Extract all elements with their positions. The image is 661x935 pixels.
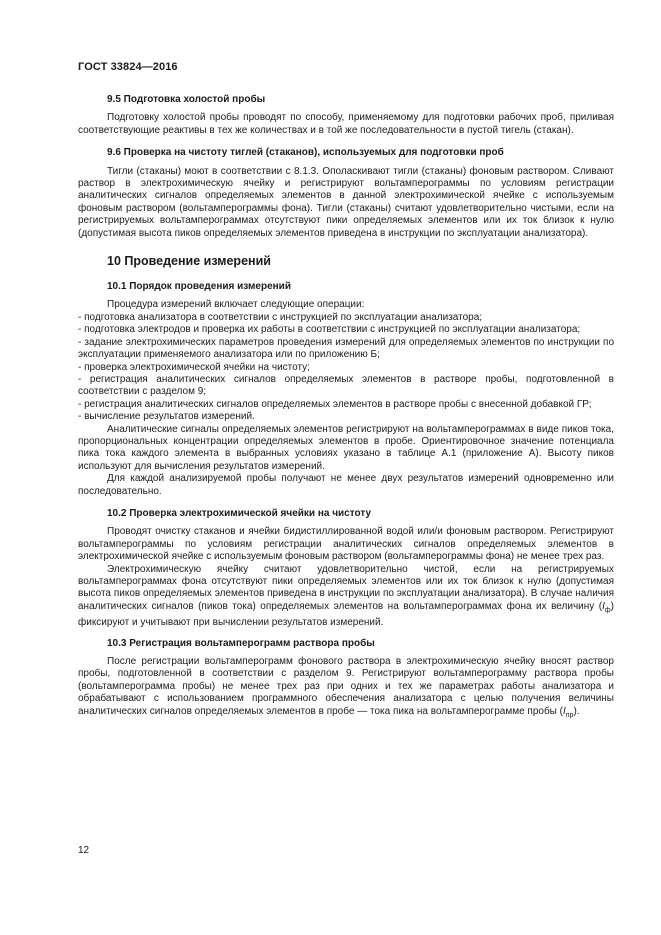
list-item: - задание электрохимических параметров проведения измерений для определяемых элементов по инструкции по эксплуатации применяемого анализатора или по приложению Б;	[78, 336, 614, 361]
section-9-5-paragraph: Подготовку холостой пробы проводят по способу, применяемому для подготовки рабочих проб, приливая соответствующие реактивы в тех же количествах и в той же последовательности в пустой тигель (стакан).	[78, 112, 614, 136]
page-number: 12	[78, 845, 90, 856]
section-9-6-title: 9.6 Проверка на чистоту тиглей (стаканов), используемых для подготовки проб	[107, 147, 504, 159]
section-10-2-paragraph-1: Проводят очистку стаканов и ячейки бидистиллированной водой или/и фоновым раствором. Регистрируют вольтамперограммы по условиям регистрации аналитических сигналов определяемых элементов в электрохимической ячейке с используемым фоновым раствором (вольтамперограммы фона) не менее трех раз.	[78, 526, 614, 563]
standard-header: ГОСТ 33824—2016	[78, 61, 178, 73]
list-item: - подготовка анализатора в соответствии с инструкцией по эксплуатации анализатора;	[78, 311, 483, 323]
section-10-3-title: 10.3 Регистрация вольтамперограмм раствора пробы	[107, 637, 375, 649]
current-symbol: I	[562, 705, 566, 717]
list-item: - проверка электрохимической ячейки на чистоту;	[78, 361, 310, 373]
list-item: - вычисление результатов измерений.	[78, 411, 255, 423]
section-10-1-title: 10.1 Порядок проведения измерений	[107, 281, 291, 293]
section-10-2-title: 10.2 Проверка электрохимической ячейки на чистоту	[107, 507, 372, 519]
section-9-6-paragraph: Тигли (стаканы) моют в соответствии с 8.1.3. Ополаскивают тигли (стаканы) фоновым раствором. Сливают раствор в электрохимическую ячейку и регистрируют вольтамперограммы по условиям регистрации аналитических сигналов определяемых элементов в данной электрохимической ячейке с используемым фоновым раствором (вольтамперограммы фона). Тигли (стаканы) считают удовлетворительно чистыми, если на регистрируемых вольтамперограммах отсутствуют пики определяемых элементов или их ток близок к нулю (допустимая высота пиков определяемых элементов приведена в инструкции по эксплуатации анализатора).	[78, 165, 614, 239]
paragraph-text-end: ) фиксируют и учитывают при вычислении результатов измерений.	[78, 600, 614, 629]
section-9-5-title: 9.5 Подготовка холостой пробы	[107, 94, 266, 105]
current-subscript: пр	[565, 711, 574, 719]
current-subscript: ф	[604, 606, 611, 614]
current-symbol: I	[602, 600, 605, 612]
section-10-title: 10 Проведение измерений	[107, 254, 271, 269]
paragraph-text: После регистрации вольтамперограмм фонового раствора в электрохимическую ячейку вносят раствор пробы, подготовленной в соответствии с разделом 9. Регистрируют вольтамперограмму раствора пробы (вольтамперограмма пробы) не менее трех раз при одних и тех же параметрах работы анализатора и обрабатывают с использованием программного обеспечения анализатора с целью получения величины аналитических сигналов определяемых элементов в пробе — тока пика на вольтамперограмме пробы (	[78, 656, 614, 717]
section-10-1-paragraph-2: Аналитические сигналы определяемых элементов регистрируют на вольтамперограммах в виде пиков тока, пропорциональных концентрации определяемых элементов в пробе. Ориентировочное значение потенциала пика тока каждого элемента в выбранных условиях указано в таблице А.1 (приложение А). Высоту пиков используют для вычисления результатов измерений.	[78, 423, 614, 472]
list-item: - подготовка электродов и проверка их работы в соответствии с инструкцией по эксплуатации анализатора;	[78, 324, 581, 336]
page-content	[78, 94, 614, 722]
list-item: - регистрация аналитических сигналов определяемых элементов в растворе пробы, подготовленной в соответствии с разделом 9;	[78, 373, 614, 398]
paragraph-text-end: ).	[573, 705, 580, 717]
paragraph-text: Электрохимическую ячейку считают удовлетворительно чистой, если на регистрируемых вольтамперограммах фона отсутствуют пики определяемых элементов или их ток близок к нулю (допустимая высота пиков определяемых элементов приведена в инструкции по эксплуатации анализатора). В случае наличия аналитических сигналов (пиков тока) определяемых элементов на вольтамперограммах фона их величину (	[78, 563, 614, 612]
section-10-1-paragraph-3: Для каждой анализируемой пробы получают не менее двух результатов измерений одновременно или последовательно.	[78, 473, 614, 497]
section-10-1-intro: Процедура измерений включает следующие операции:	[107, 299, 365, 311]
section-10-3-paragraph	[78, 656, 614, 722]
section-10-2-paragraph-2	[78, 564, 614, 630]
list-item: - регистрация аналитических сигналов определяемых элементов в растворе пробы с внесенной добавкой ГР;	[78, 398, 592, 410]
